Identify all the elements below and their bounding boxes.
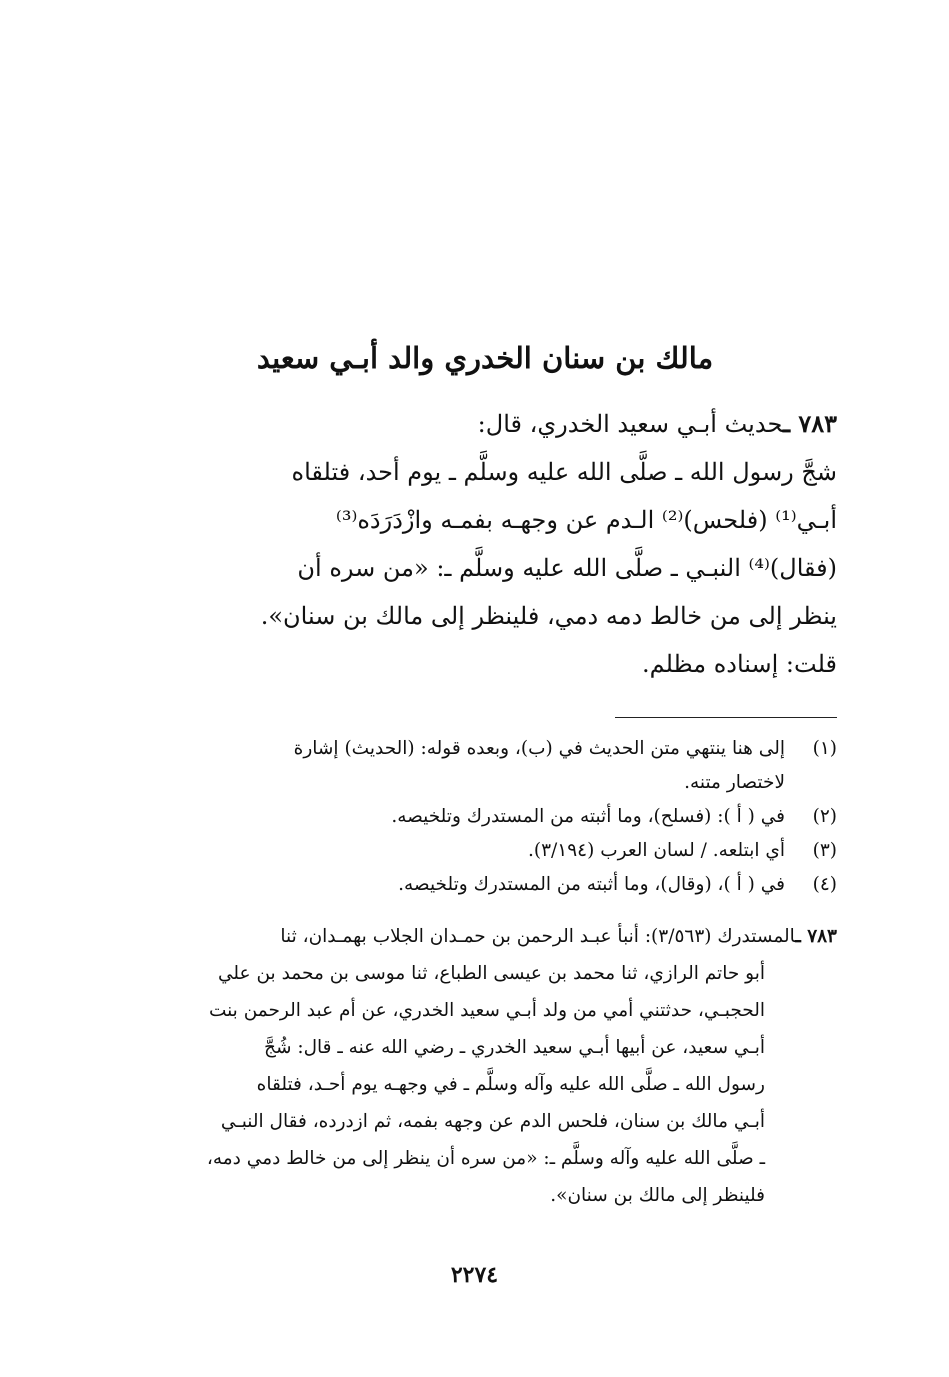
footnote-line: أي ابتلعه. / لسان العرب (٣/١٩٤). (528, 840, 785, 861)
hadith-line: ينظر إلى من خالط دمه دمي، فلينظر إلى مالك بن سنان». (260, 602, 837, 630)
footnote-number: (٤) (812, 874, 837, 895)
takhrij-line: المستدرك (٣/٥٦٣): أنبأ عبـد الرحمن بن حمـدان الجلاب بهمـدان، ثنا (280, 926, 796, 947)
footnote-line: في ( أ ): (فسلح)، وما أثبته من المستدرك وتلخيصه. (391, 806, 785, 827)
hadith-line: حديث أبـي سعيد الخدري، قال: (477, 410, 783, 438)
footnote-text (137, 800, 785, 834)
footnote-line: لاختصار متنه. (684, 772, 785, 793)
hadith-line: أبـي⁽¹⁾ (فلحس)⁽²⁾ الـدم عن وجهـه بفمـه وازْدَرَدَه⁽³⁾ (335, 506, 837, 534)
footnote-text (137, 868, 785, 902)
hadith-line: شجَّ رسول الله ـ صلَّى الله عليه وسلَّم ـ يوم أحد، فتلقاه (291, 458, 837, 486)
takhrij-number: ٧٨٣ ـ (795, 926, 837, 947)
footnote-line: إلى هنا ينتهي متن الحديث في (ب)، وبعده قوله: (الحديث) إشارة (293, 738, 785, 759)
page-title: مالك بن سنان الخدري والد أبـي سعيد (256, 341, 714, 375)
footnotes (137, 732, 837, 902)
footnote-item (137, 732, 837, 800)
hadith-text (137, 400, 837, 688)
takhrij-line: أبـي مالك بن سنان، فلحس الدم عن وجهه بفمه، ثم ازدرده، فقال النبـي (220, 1111, 765, 1132)
footnote-number: (٣) (812, 840, 837, 861)
footnote-item (137, 834, 837, 868)
hadith-first-line (137, 400, 837, 448)
hadith-line: قلت: إسناده مظلم. (641, 650, 837, 678)
footnote-item (137, 800, 837, 834)
footnote-number: (١) (812, 738, 837, 759)
footnote-text (137, 834, 785, 868)
takhrij-line: أبو حاتم الرازي، ثنا محمد بن عيسى الطباع، ثنا موسى بن محمد بن علي (218, 963, 765, 984)
takhrij-line: ـ صلَّى الله عليه وآله وسلَّم ـ: «من سره أن ينظر إلى من خالط دمي دمه، (206, 1148, 765, 1169)
page-number: ٢٢٧٤ (450, 1262, 499, 1288)
footnote-text (137, 732, 785, 800)
hadith-number: ٧٨٣ ـ (782, 409, 837, 438)
takhrij-line: الحجبـي، حدثتني أمي من ولد أبـي سعيد الخدري، عن أم عبد الرحمن بنت (208, 1000, 765, 1021)
takhrij-line: رسول الله ـ صلَّى الله عليه وآله وسلَّم ـ في وجهـه يوم أحـد، فتلقاه (256, 1074, 765, 1095)
takhrij-line: أبـي سعيد، عن أبيها أبـي سعيد الخدري ـ رضي الله عنه ـ قال: شُجَّ (264, 1037, 765, 1058)
takhrij-line: فلينظر إلى مالك بن سنان». (550, 1185, 765, 1206)
footnote-number: (٢) (812, 806, 837, 827)
footnote-line: في ( أ )، (وقال)، وما أثبته من المستدرك وتلخيصه. (398, 874, 785, 895)
takhrij-section (137, 918, 837, 1214)
footnote-divider (615, 717, 837, 718)
footnote-item (137, 868, 837, 902)
takhrij-first-line (137, 918, 837, 955)
hadith-line: (فقال)⁽⁴⁾ النبـي ـ صلَّى الله عليه وسلَّم ـ: «من سره أن (297, 554, 837, 582)
